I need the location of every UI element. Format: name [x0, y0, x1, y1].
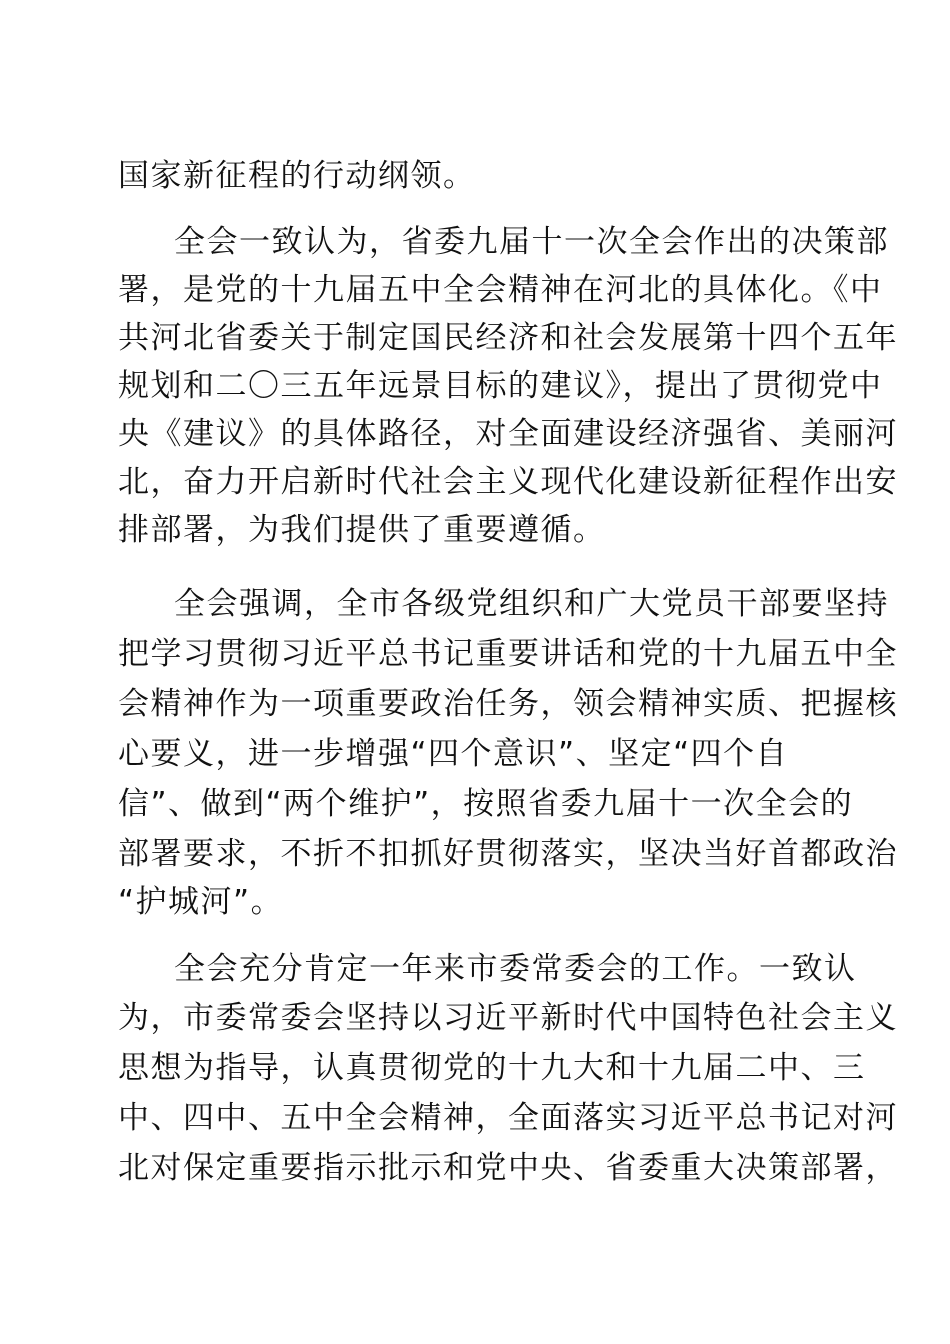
text-line: 为，市委常委会坚持以习近平新时代中国特色社会主义 [118, 1000, 898, 1036]
text-line: 会精神作为一项重要政治任务，领会精神实质、把握核 [118, 686, 898, 722]
text-line: 心要义，进一步增强“四个意识”、坚定“四个自 [118, 736, 789, 772]
text-line: 把学习贯彻习近平总书记重要讲话和党的十九届五中全 [118, 636, 898, 672]
paragraph-first-line: 全会强调，全市各级党组织和广大党员干部要坚持 [174, 586, 889, 622]
text-line: 规划和二〇三五年远景目标的建议》，提出了贯彻党中 [118, 368, 883, 404]
text-line: 央《建议》的具体路径，对全面建设经济强省、美丽河 [118, 416, 898, 452]
text-line: 排部署，为我们提供了重要遵循。 [118, 512, 606, 548]
text-line: 国家新征程的行动纲领。 [118, 158, 476, 194]
paragraph-first-line: 全会一致认为，省委九届十一次全会作出的决策部 [174, 224, 889, 260]
text-line: 北，奋力开启新时代社会主义现代化建设新征程作出安 [118, 464, 898, 500]
text-line: 中、四中、五中全会精神，全面落实习近平总书记对河 [118, 1100, 898, 1136]
text-line: 信”、做到“两个维护”，按照省委九届十一次全会的 [118, 786, 854, 822]
text-line: 共河北省委关于制定国民经济和社会发展第十四个五年 [118, 320, 898, 356]
paragraph-first-line: 全会充分肯定一年来市委常委会的工作。一致认 [174, 951, 857, 987]
text-line: 思想为指导，认真贯彻党的十九大和十九届二中、三 [118, 1050, 866, 1086]
text-line: 部署要求，不折不扣抓好贯彻落实，坚决当好首都政治 [118, 836, 898, 872]
text-line: 北对保定重要指示批示和党中央、省委重大决策部署， [118, 1150, 898, 1186]
text-line: “护城河”。 [118, 884, 284, 920]
text-line: 署，是党的十九届五中全会精神在河北的具体化。《中 [118, 272, 883, 308]
